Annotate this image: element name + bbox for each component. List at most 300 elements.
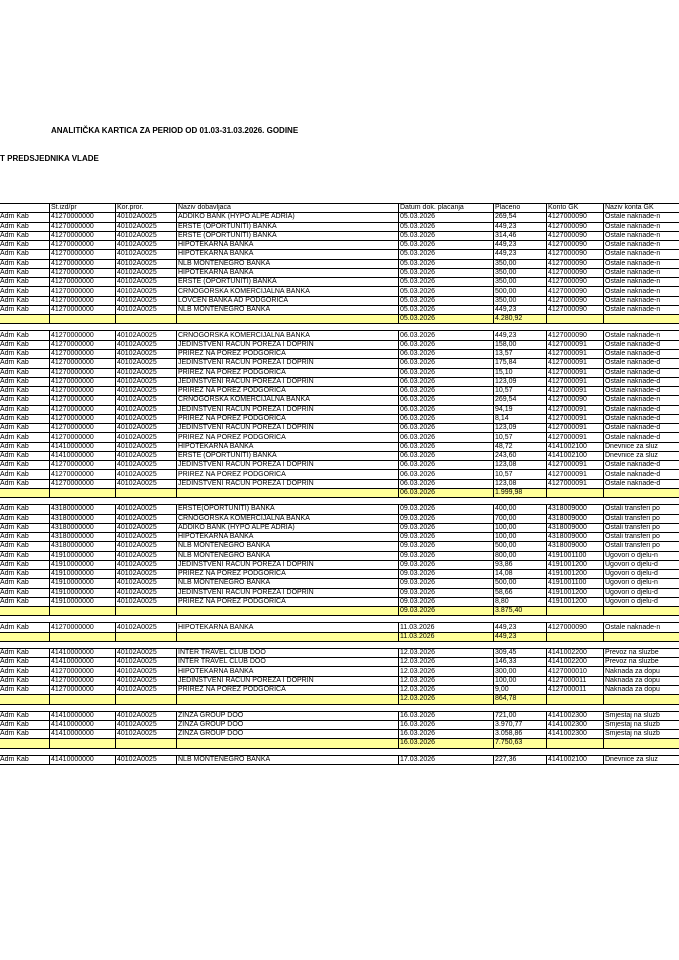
table-row <box>0 676 679 685</box>
date-cell: 06.03.2026 <box>399 461 494 470</box>
amount-cell: 123,09 <box>494 424 547 433</box>
unit-cell: Adm Kab <box>0 442 50 451</box>
gl-name-cell: Ugovori o djelu-n <box>604 579 679 588</box>
spacer-row <box>0 641 679 648</box>
account-cell: 41270000000 <box>50 623 116 632</box>
amount-cell: 350,00 <box>494 296 547 305</box>
gl-name-cell: Naknada za dopu <box>604 667 679 676</box>
table-row <box>0 451 679 460</box>
unit-cell <box>0 324 50 331</box>
unit-cell <box>0 704 50 711</box>
program-cell: 40102A0025 <box>116 461 177 470</box>
program-cell: 40102A0025 <box>116 597 177 606</box>
table-row <box>0 667 679 676</box>
unit-cell: Adm Kab <box>0 570 50 579</box>
amount-cell <box>494 616 547 623</box>
gl-account-cell: 4141002100 <box>547 442 604 451</box>
program-cell: 40102A0025 <box>116 433 177 442</box>
gl-name-cell <box>604 704 679 711</box>
unit-cell: Adm Kab <box>0 667 50 676</box>
supplier-cell: HIPOTEKARNA BANKA <box>177 667 399 676</box>
date-cell <box>399 498 494 505</box>
supplier-cell: ZINZA GROUP DOO <box>177 730 399 739</box>
account-cell: 41410000000 <box>50 730 116 739</box>
supplier-cell: JEDINSTVENI RACUN POREZA I DOPRIN <box>177 588 399 597</box>
amount-cell: 721,00 <box>494 711 547 720</box>
account-cell: 41270000000 <box>50 479 116 488</box>
supplier-cell <box>177 695 399 704</box>
program-cell <box>116 315 177 324</box>
table-row <box>0 414 679 423</box>
program-cell: 40102A0025 <box>116 505 177 514</box>
amount-cell: 100,00 <box>494 676 547 685</box>
gl-account-cell: 4141002300 <box>547 720 604 729</box>
program-cell: 40102A0025 <box>116 720 177 729</box>
account-cell: 41270000000 <box>50 268 116 277</box>
account-cell: 41270000000 <box>50 396 116 405</box>
program-cell: 40102A0025 <box>116 658 177 667</box>
gl-name-cell: Ostale naknade-n <box>604 259 679 268</box>
supplier-cell: JEDINSTVENI RACUN POREZA I DOPRIN <box>177 405 399 414</box>
account-cell: 43180000000 <box>50 514 116 523</box>
amount-cell: 10,57 <box>494 387 547 396</box>
gl-name-cell: Dnevnice za sluz <box>604 451 679 460</box>
program-cell: 40102A0025 <box>116 470 177 479</box>
date-cell: 06.03.2026 <box>399 349 494 358</box>
amount-cell: 9,00 <box>494 686 547 695</box>
supplier-cell <box>177 641 399 648</box>
program-cell: 40102A0025 <box>116 730 177 739</box>
subtotal-row <box>0 488 679 497</box>
table-row <box>0 730 679 739</box>
column-header: Naziv dobavljaca <box>177 204 399 213</box>
unit-cell: Adm Kab <box>0 720 50 729</box>
program-cell: 40102A0025 <box>116 755 177 764</box>
table-row <box>0 711 679 720</box>
program-cell <box>116 695 177 704</box>
gl-name-cell: Ostale naknade-d <box>604 349 679 358</box>
amount-cell: 864,78 <box>494 695 547 704</box>
account-cell: 41270000000 <box>50 433 116 442</box>
table-row <box>0 623 679 632</box>
unit-cell: Adm Kab <box>0 424 50 433</box>
program-cell: 40102A0025 <box>116 405 177 414</box>
program-cell <box>116 632 177 641</box>
supplier-cell: ZINZA GROUP DOO <box>177 711 399 720</box>
supplier-cell: ZINZA GROUP DOO <box>177 720 399 729</box>
date-cell <box>399 748 494 755</box>
date-cell: 12.03.2026 <box>399 695 494 704</box>
gl-account-cell: 4318009000 <box>547 505 604 514</box>
program-cell <box>116 748 177 755</box>
gl-account-cell: 4127000090 <box>547 259 604 268</box>
program-cell: 40102A0025 <box>116 442 177 451</box>
subtotal-row <box>0 632 679 641</box>
program-cell: 40102A0025 <box>116 213 177 222</box>
date-cell: 06.03.2026 <box>399 405 494 414</box>
table-row <box>0 287 679 296</box>
spacer-row <box>0 748 679 755</box>
program-cell <box>116 739 177 748</box>
account-cell: 41910000000 <box>50 579 116 588</box>
program-cell: 40102A0025 <box>116 340 177 349</box>
program-cell: 40102A0025 <box>116 331 177 340</box>
gl-account-cell <box>547 616 604 623</box>
account-cell: 41910000000 <box>50 588 116 597</box>
gl-account-cell: 4191001200 <box>547 570 604 579</box>
unit-cell <box>0 498 50 505</box>
gl-name-cell: Naknada za dopu <box>604 686 679 695</box>
program-cell: 40102A0025 <box>116 231 177 240</box>
gl-name-cell <box>604 616 679 623</box>
amount-cell: 449,23 <box>494 331 547 340</box>
gl-account-cell: 4191001200 <box>547 560 604 569</box>
table-row <box>0 560 679 569</box>
unit-cell: Adm Kab <box>0 730 50 739</box>
ledger-body <box>0 213 679 765</box>
table-row <box>0 424 679 433</box>
unit-cell: Adm Kab <box>0 377 50 386</box>
supplier-cell: JEDINSTVENI RACUN POREZA I DOPRIN <box>177 676 399 685</box>
date-cell: 12.03.2026 <box>399 648 494 657</box>
table-row <box>0 570 679 579</box>
gl-account-cell: 4318009000 <box>547 514 604 523</box>
program-cell: 40102A0025 <box>116 305 177 314</box>
date-cell: 11.03.2026 <box>399 623 494 632</box>
spacer-row <box>0 704 679 711</box>
unit-cell: Adm Kab <box>0 387 50 396</box>
unit-cell <box>0 632 50 641</box>
account-cell: 43180000000 <box>50 533 116 542</box>
gl-account-cell: 4127000091 <box>547 377 604 386</box>
gl-name-cell: Ostale naknade-n <box>604 296 679 305</box>
date-cell: 05.03.2026 <box>399 315 494 324</box>
unit-cell: Adm Kab <box>0 359 50 368</box>
gl-account-cell: 4127000090 <box>547 296 604 305</box>
amount-cell <box>494 748 547 755</box>
unit-cell: Adm Kab <box>0 231 50 240</box>
date-cell: 17.03.2026 <box>399 755 494 764</box>
gl-name-cell: Prevoz na sluzbe <box>604 648 679 657</box>
supplier-cell: PRIREZ NA POREZ PODGORICA <box>177 414 399 423</box>
gl-name-cell: Ostale naknade-d <box>604 340 679 349</box>
table-row <box>0 588 679 597</box>
gl-account-cell: 4127000091 <box>547 349 604 358</box>
supplier-cell <box>177 748 399 755</box>
gl-account-cell: 4127000090 <box>547 213 604 222</box>
date-cell: 06.03.2026 <box>399 331 494 340</box>
spacer-row <box>0 498 679 505</box>
date-cell: 09.03.2026 <box>399 505 494 514</box>
account-cell: 41270000000 <box>50 368 116 377</box>
table-row <box>0 349 679 358</box>
table-row <box>0 305 679 314</box>
gl-account-cell: 4127000091 <box>547 405 604 414</box>
account-cell: 41410000000 <box>50 451 116 460</box>
program-cell: 40102A0025 <box>116 667 177 676</box>
supplier-cell: NLB MONTENEGRO BANKA <box>177 305 399 314</box>
unit-cell: Adm Kab <box>0 259 50 268</box>
amount-cell: 350,00 <box>494 259 547 268</box>
supplier-cell: HIPOTEKARNA BANKA <box>177 241 399 250</box>
unit-cell: Adm Kab <box>0 433 50 442</box>
gl-account-cell: 4127000011 <box>547 676 604 685</box>
supplier-cell: PRIREZ NA POREZ PODGORICA <box>177 470 399 479</box>
supplier-cell: ERSTE (OPORTUNITI) BANKA <box>177 222 399 231</box>
date-cell: 09.03.2026 <box>399 570 494 579</box>
date-cell: 05.03.2026 <box>399 250 494 259</box>
unit-cell: Adm Kab <box>0 414 50 423</box>
unit-cell: Adm Kab <box>0 676 50 685</box>
supplier-cell <box>177 315 399 324</box>
date-cell: 05.03.2026 <box>399 241 494 250</box>
table-row <box>0 514 679 523</box>
unit-cell: Adm Kab <box>0 514 50 523</box>
gl-account-cell: 4191001100 <box>547 551 604 560</box>
table-header-row <box>0 204 679 213</box>
gl-account-cell: 4141002100 <box>547 755 604 764</box>
account-cell: 43180000000 <box>50 542 116 551</box>
account-cell: 41410000000 <box>50 442 116 451</box>
program-cell: 40102A0025 <box>116 296 177 305</box>
unit-cell: Adm Kab <box>0 623 50 632</box>
table-row <box>0 331 679 340</box>
date-cell: 06.03.2026 <box>399 442 494 451</box>
account-cell: 41270000000 <box>50 231 116 240</box>
program-cell: 40102A0025 <box>116 359 177 368</box>
gl-name-cell: Ostale naknade-n <box>604 250 679 259</box>
account-cell: 41910000000 <box>50 597 116 606</box>
unit-cell <box>0 488 50 497</box>
table-row <box>0 658 679 667</box>
date-cell: 05.03.2026 <box>399 278 494 287</box>
program-cell: 40102A0025 <box>116 533 177 542</box>
program-cell: 40102A0025 <box>116 588 177 597</box>
table-row <box>0 241 679 250</box>
account-cell: 41410000000 <box>50 711 116 720</box>
supplier-cell: PRIREZ NA POREZ PODGORICA <box>177 387 399 396</box>
program-cell: 40102A0025 <box>116 579 177 588</box>
unit-cell: Adm Kab <box>0 405 50 414</box>
amount-cell: 93,86 <box>494 560 547 569</box>
date-cell <box>399 324 494 331</box>
account-cell: 41270000000 <box>50 461 116 470</box>
date-cell: 05.03.2026 <box>399 296 494 305</box>
amount-cell: 8,14 <box>494 414 547 423</box>
gl-account-cell <box>547 324 604 331</box>
supplier-cell: ERSTE (OPORTUNITI) BANKA <box>177 278 399 287</box>
program-cell: 40102A0025 <box>116 387 177 396</box>
amount-cell: 146,33 <box>494 658 547 667</box>
program-cell: 40102A0025 <box>116 222 177 231</box>
table-row <box>0 359 679 368</box>
supplier-cell: PRIREZ NA POREZ PODGORICA <box>177 597 399 606</box>
table-row <box>0 396 679 405</box>
supplier-cell: NLB MONTENEGRO BANKA <box>177 542 399 551</box>
account-cell: 41270000000 <box>50 405 116 414</box>
supplier-cell <box>177 498 399 505</box>
date-cell: 09.03.2026 <box>399 579 494 588</box>
gl-name-cell: Ostale naknade-n <box>604 213 679 222</box>
account-cell: 41270000000 <box>50 222 116 231</box>
unit-cell: Adm Kab <box>0 470 50 479</box>
unit-cell: Adm Kab <box>0 278 50 287</box>
table-row <box>0 686 679 695</box>
account-cell: 41910000000 <box>50 560 116 569</box>
account-cell: 41270000000 <box>50 278 116 287</box>
gl-name-cell: Ostale naknade-d <box>604 433 679 442</box>
amount-cell: 10,57 <box>494 470 547 479</box>
program-cell <box>116 641 177 648</box>
date-cell: 09.03.2026 <box>399 560 494 569</box>
gl-account-cell: 4127000090 <box>547 250 604 259</box>
amount-cell: 300,00 <box>494 667 547 676</box>
unit-cell: Adm Kab <box>0 296 50 305</box>
gl-name-cell: Ostale naknade-d <box>604 377 679 386</box>
program-cell: 40102A0025 <box>116 523 177 532</box>
gl-name-cell <box>604 607 679 616</box>
program-cell <box>116 498 177 505</box>
table-row <box>0 213 679 222</box>
unit-cell <box>0 616 50 623</box>
gl-account-cell: 4318009000 <box>547 533 604 542</box>
date-cell: 06.03.2026 <box>399 359 494 368</box>
gl-name-cell: Ostali transferi po <box>604 505 679 514</box>
account-cell: 41270000000 <box>50 241 116 250</box>
account-cell: 41270000000 <box>50 259 116 268</box>
account-cell: 41270000000 <box>50 250 116 259</box>
gl-name-cell: Ugovori o djelu-d <box>604 588 679 597</box>
program-cell: 40102A0025 <box>116 451 177 460</box>
supplier-cell: HIPOTEKARNA BANKA <box>177 268 399 277</box>
gl-name-cell: Ostale naknade-d <box>604 424 679 433</box>
date-cell: 05.03.2026 <box>399 305 494 314</box>
gl-name-cell <box>604 498 679 505</box>
amount-cell: 400,00 <box>494 505 547 514</box>
supplier-cell: NLB MONTENEGRO BANKA <box>177 755 399 764</box>
account-cell <box>50 641 116 648</box>
supplier-cell: NLB MONTENEGRO BANKA <box>177 579 399 588</box>
amount-cell: 309,45 <box>494 648 547 657</box>
gl-account-cell: 4127000091 <box>547 470 604 479</box>
supplier-cell: NLB MONTENEGRO BANKA <box>177 551 399 560</box>
amount-cell: 123,08 <box>494 461 547 470</box>
supplier-cell: JEDINSTVENI RACUN POREZA I DOPRIN <box>177 424 399 433</box>
table-row <box>0 755 679 764</box>
amount-cell <box>494 641 547 648</box>
gl-name-cell: Ugovori o djelu-n <box>604 551 679 560</box>
gl-name-cell: Dnevnice za sluz <box>604 442 679 451</box>
amount-cell: 123,08 <box>494 479 547 488</box>
supplier-cell: ERSTE (OPORTUNITI) BANKA <box>177 451 399 460</box>
supplier-cell <box>177 607 399 616</box>
gl-account-cell: 4141002200 <box>547 658 604 667</box>
gl-name-cell: Naknada za dopu <box>604 676 679 685</box>
account-cell: 41410000000 <box>50 648 116 657</box>
gl-account-cell <box>547 704 604 711</box>
date-cell: 06.03.2026 <box>399 387 494 396</box>
supplier-cell: PRIREZ NA POREZ PODGORICA <box>177 368 399 377</box>
table-row <box>0 259 679 268</box>
gl-name-cell: Prevoz na sluzbe <box>604 658 679 667</box>
unit-cell: Adm Kab <box>0 711 50 720</box>
unit-cell: Adm Kab <box>0 222 50 231</box>
amount-cell: 10,57 <box>494 433 547 442</box>
gl-name-cell: Ostali transferi po <box>604 533 679 542</box>
gl-name-cell: Dnevnice za sluz <box>604 755 679 764</box>
supplier-cell: PRIREZ NA POREZ PODGORICA <box>177 686 399 695</box>
table-row <box>0 278 679 287</box>
supplier-cell: NLB MONTENEGRO BANKA <box>177 259 399 268</box>
date-cell: 11.03.2026 <box>399 632 494 641</box>
date-cell: 09.03.2026 <box>399 542 494 551</box>
unit-cell <box>0 739 50 748</box>
gl-name-cell <box>604 324 679 331</box>
unit-cell: Adm Kab <box>0 597 50 606</box>
program-cell: 40102A0025 <box>116 542 177 551</box>
gl-name-cell: Ostali transferi po <box>604 514 679 523</box>
date-cell: 09.03.2026 <box>399 597 494 606</box>
program-cell: 40102A0025 <box>116 287 177 296</box>
date-cell: 12.03.2026 <box>399 658 494 667</box>
account-cell: 41410000000 <box>50 658 116 667</box>
supplier-cell: JEDINSTVENI RACUN POREZA I DOPRIN <box>177 359 399 368</box>
unit-cell: Adm Kab <box>0 349 50 358</box>
date-cell: 06.03.2026 <box>399 433 494 442</box>
gl-account-cell: 4127000090 <box>547 231 604 240</box>
account-cell <box>50 324 116 331</box>
spacer-row <box>0 616 679 623</box>
ledger-table <box>0 203 679 765</box>
gl-name-cell: Ostale naknade-n <box>604 278 679 287</box>
gl-account-cell: 4191001100 <box>547 579 604 588</box>
program-cell: 40102A0025 <box>116 686 177 695</box>
table-row <box>0 340 679 349</box>
supplier-cell: PRIREZ NA POREZ PODGORICA <box>177 349 399 358</box>
account-cell: 43180000000 <box>50 505 116 514</box>
amount-cell: 3.058,86 <box>494 730 547 739</box>
gl-name-cell <box>604 315 679 324</box>
amount-cell: 350,00 <box>494 278 547 287</box>
program-cell: 40102A0025 <box>116 349 177 358</box>
account-cell: 41270000000 <box>50 377 116 386</box>
program-cell: 40102A0025 <box>116 377 177 386</box>
date-cell: 12.03.2026 <box>399 667 494 676</box>
supplier-cell: CRNOGORSKA KOMERCIJALNA BANKA <box>177 331 399 340</box>
unit-cell: Adm Kab <box>0 505 50 514</box>
supplier-cell <box>177 488 399 497</box>
amount-cell: 314,46 <box>494 231 547 240</box>
amount-cell: 449,23 <box>494 250 547 259</box>
program-cell: 40102A0025 <box>116 648 177 657</box>
amount-cell: 500,00 <box>494 287 547 296</box>
account-cell: 41270000000 <box>50 470 116 479</box>
amount-cell: 4.280,92 <box>494 315 547 324</box>
account-cell: 41270000000 <box>50 359 116 368</box>
amount-cell <box>494 498 547 505</box>
amount-cell <box>494 324 547 331</box>
date-cell: 09.03.2026 <box>399 551 494 560</box>
amount-cell: 1.999,98 <box>494 488 547 497</box>
unit-cell <box>0 748 50 755</box>
table-row <box>0 268 679 277</box>
supplier-cell: JEDINSTVENI RACUN POREZA I DOPRIN <box>177 340 399 349</box>
account-cell: 41270000000 <box>50 287 116 296</box>
account-cell <box>50 748 116 755</box>
amount-cell: 350,00 <box>494 268 547 277</box>
program-cell <box>116 616 177 623</box>
column-header <box>0 204 50 213</box>
